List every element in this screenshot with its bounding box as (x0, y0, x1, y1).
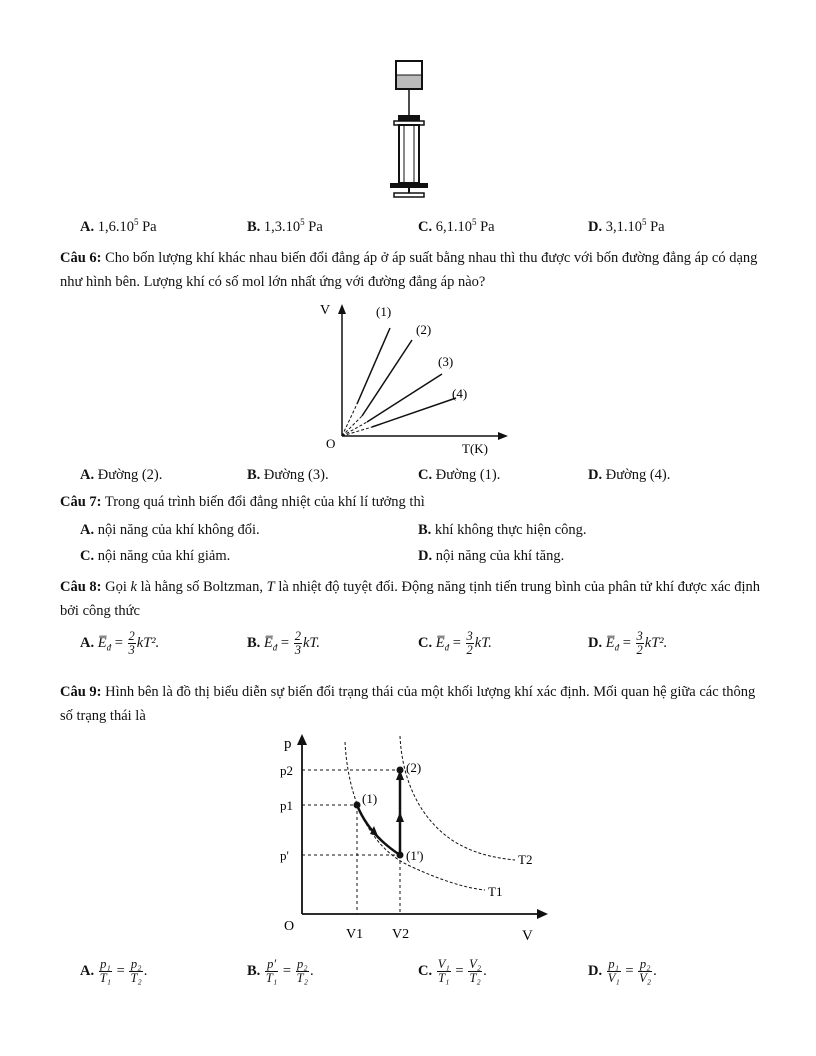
isobar-1-label: (1) (376, 304, 392, 319)
svg-text:(1'): (1') (406, 848, 424, 863)
process-1-to-1prime (357, 805, 400, 855)
isobar-1 (357, 328, 390, 404)
syringe-figure (380, 55, 440, 205)
q5-option-b[interactable]: B. 1,3.10$^5$ Pa (247, 217, 323, 235)
isobar-graph (312, 300, 512, 460)
isobar-2 (362, 340, 412, 416)
question-6-label: Câu 6: (60, 250, 102, 266)
svg-text:p': p' (280, 848, 289, 863)
question-9-text: Hình bên là đồ thị biểu diễn sự biến đổi trạng thái của một khối lượng khí xác định. Mối quan hệ giữa các thông số trạng thái là (60, 684, 756, 724)
isobar-4 (372, 398, 456, 427)
q5-option-a[interactable]: A. 1,6.10$^5$ Pa (80, 217, 157, 235)
question-9 (60, 680, 760, 728)
origin-label: O (326, 436, 336, 451)
svg-text:V2: V2 (392, 927, 410, 942)
q7-option-a[interactable]: A. nội năng của khí không đổi. (80, 522, 260, 538)
question-7-text: Trong quá trình biến đổi đẳng nhiệt của khí lí tưởng thì (101, 494, 425, 510)
q6-option-d[interactable]: D. Đường (4). (588, 467, 671, 483)
isobar-2-label: (2) (416, 322, 432, 337)
svg-text:p2: p2 (280, 763, 293, 778)
q7-option-c[interactable]: C. nội năng của khí giảm. (80, 548, 231, 564)
q6-option-c[interactable]: C. Đường (1). (418, 467, 501, 483)
question-6 (60, 246, 760, 294)
question-8: Câu 8: Gọi k là hằng số Boltzman, T là nhiệt độ tuyệt đối. Động năng tịnh tiến trung bình của phân tử khí được xác định bởi công thức (60, 579, 760, 619)
svg-text:V1: V1 (346, 927, 364, 942)
svg-text:p1: p1 (280, 798, 293, 813)
q7-option-b[interactable]: B. khí không thực hiện công. (418, 522, 587, 538)
question-9-label: Câu 9: (60, 684, 102, 700)
svg-text:(2): (2) (406, 760, 422, 775)
t-axis-label: T(K) (462, 441, 488, 456)
q5-option-d[interactable]: D. 3,1.10$^5$ Pa (588, 217, 665, 235)
svg-text:p: p (284, 736, 292, 752)
q7-option-d[interactable]: D. nội năng của khí tăng. (418, 548, 565, 564)
question-7 (60, 490, 760, 514)
svg-text:O: O (284, 919, 295, 934)
pv-graph (270, 730, 560, 948)
q8-option-b[interactable]: B. $E̅_đ$ = $\frac{2}{3}$ kT. (247, 629, 321, 657)
q8-option-c[interactable]: C. $E̅_đ$ = $\frac{3}{2}$ kT. (418, 629, 492, 657)
isobar-3 (367, 374, 442, 422)
svg-text:T1: T1 (488, 884, 503, 899)
q9-option-c[interactable]: C. $\frac{\text{V₁}}{\text{T₁}}$ = $\frac{\text{V₂}}{\text{T₂}}$ . (418, 957, 487, 985)
svg-text:(1): (1) (362, 791, 378, 806)
isobar-3-label: (3) (438, 354, 454, 369)
question-8-label: Câu 8: (60, 579, 102, 595)
question-7-label: Câu 7: (60, 494, 102, 510)
q6-option-b[interactable]: B. Đường (3). (247, 467, 329, 483)
q9-option-d[interactable]: D. $\frac{\text{p₁}}{\text{V₁}}$ = $\frac{\text{p₂}}{\text{V₂}}$ . (588, 957, 657, 985)
isotherm-t2 (400, 736, 515, 860)
q5-option-c[interactable]: C. 6,1.10$^5$ Pa (418, 217, 495, 235)
q8-option-d[interactable]: D. $E̅_đ$ = $\frac{3}{2}$ kT². (588, 629, 668, 657)
isobar-4-label: (4) (452, 386, 468, 401)
q6-option-a[interactable]: A. Đường (2). (80, 467, 163, 483)
q9-option-a[interactable]: A. $\frac{\text{p₁}}{\text{T₁}}$ = $\frac{\text{p₂}}{\text{T₂}}$ . (80, 957, 148, 985)
svg-text:V: V (522, 928, 533, 944)
svg-text:T2: T2 (518, 852, 533, 867)
question-6-text: Cho bốn lượng khí khác nhau biến đổi đẳng áp ở áp suất bằng nhau thì thu được với bốn đường đẳng áp có dạng như hình bên. Lượng khí có số mol lớn nhất ứng với đường đẳng áp nào? (60, 250, 758, 290)
q9-option-b[interactable]: B. $\frac{p'}{\text{T₁}}$ = $\frac{\text{p₂}}{\text{T₂}}$ . (247, 957, 314, 985)
q8-option-a[interactable]: A. $E̅_đ$ = $\frac{2}{3}$ kT². (80, 629, 160, 657)
v-axis-label: V (320, 303, 331, 318)
